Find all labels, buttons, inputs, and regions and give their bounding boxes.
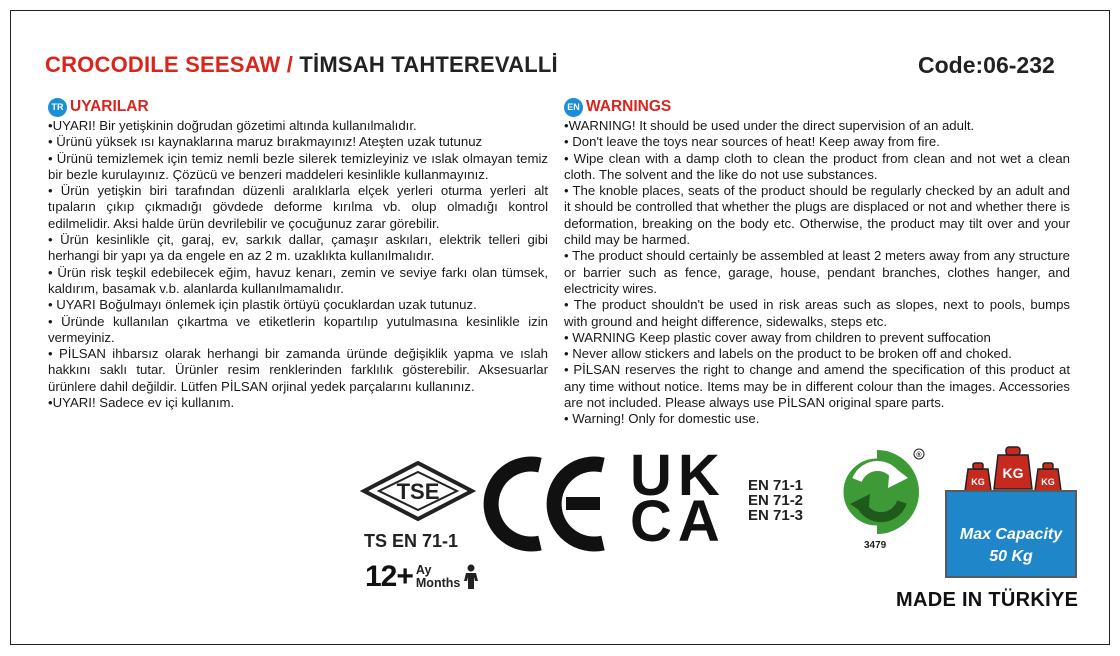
warning-tr-item: • Ürün risk teşkil edebilecek eğim, havuz kenarı, zemin ve seviye farkı olan tümsek, kaldırım, basamak v.b. alanlarda kullanılmamalıdır. <box>48 264 548 296</box>
child-icon <box>463 564 479 590</box>
ukca-mark-bottom: CA <box>630 489 726 554</box>
warnings-tr-title: UYARILAR <box>70 97 149 115</box>
max-capacity-badge <box>945 490 1077 578</box>
warning-tr-item: •UYARI! Bir yetişkinin doğrudan gözetimi altında kullanılmalıdır. <box>48 118 417 133</box>
warning-en-item: • Wipe clean with a damp cloth to clean the product from clean and not wet a clean cloth. The solvent and the like do not use substances. <box>564 150 1070 182</box>
warning-tr-item: • Üründe kullanılan çıkartma ve etiketlerin kopartılıp yutulmasına kesinlikle izin vermeyiniz. <box>48 313 548 345</box>
title-english: CROCODILE SEESAW / <box>45 52 294 77</box>
warning-en-item: • The product should certainly be assembled at least 2 meters away from any structure or barrier such as fence, garage, house, pendant branches, clothes hanger, and electricity wires. <box>564 248 1070 296</box>
en-standard: EN 71-2 <box>748 492 804 509</box>
en-language-badge: EN <box>564 98 583 117</box>
capacity-value: 50 Kg <box>989 548 1033 565</box>
warning-tr-item: • Ürün yetişkin biri tarafından düzenli aralıklarla elçek yerleri oturma yerleri alt tıpaların çıkıp çıkmadığı gövdede deforme kırılma vb. olup olmadığı kontrol edilmelidir. Aksi halde ürün devrilebilir ve çocuğunuz zarar görebilir. <box>48 183 548 231</box>
warning-tr-item: • Ürün kesinlikle çit, garaj, ev, sarkık dallar, çamaşır askıları, elektrik telleri gibi herhangi bir yapı ya da engele en az 2 m. uzaklıkta kullanılmalıdır. <box>48 232 548 264</box>
warnings-en-title: WARNINGS <box>586 97 672 115</box>
weight-label-small: KG <box>971 477 985 487</box>
warning-en-item: • Warning! Only for domestic use. <box>564 411 760 427</box>
age-warning <box>365 560 479 594</box>
tse-logo-text: TSE <box>396 479 440 504</box>
ukca-mark <box>630 443 726 554</box>
green-dot-recycling-icon <box>832 440 930 540</box>
warnings-en-heading <box>564 96 1070 118</box>
weight-label-small: KG <box>1041 477 1055 487</box>
en-standards <box>748 478 803 523</box>
warning-en-item: •WARNING! It should be used under the direct supervision of an adult. <box>564 118 975 133</box>
warning-en-item: • PİLSAN reserves the right to change and amend the specification of this product at any time without notice. Items may be in different colour than the images. Accessories are not included. Please always use PİLSAN original spare parts. <box>564 362 1070 411</box>
en-standard: EN 71-1 <box>748 477 804 494</box>
made-in-label: MADE IN TÜRKİYE <box>896 589 1079 611</box>
age-unit-tr: Ay <box>415 563 432 577</box>
en-standard: EN 71-3 <box>748 507 804 524</box>
warning-en-item: • The knoble places, seats of the product should be regularly checked by an adult and it should be controlled that whether the plugs are displaced or not and whether there is deformation, breaking on the body etc. Otherwise, the product may tilt over and your child may be harmed. <box>564 183 1070 248</box>
age-value: 12+ <box>365 560 413 593</box>
age-units <box>416 564 460 590</box>
age-unit-en: Months <box>415 576 461 590</box>
weights-icon <box>962 445 1066 493</box>
warning-en-item: • The product shouldn't be used in risk areas such as slopes, next to pools, bumps with ground and height difference, sidewalks, steps etc. <box>564 297 1070 329</box>
product-title <box>45 52 558 78</box>
warning-tr-item: • UYARI Boğulmayı önlemek için plastik örtüyü çocuklardan uzak tutunuz. <box>48 297 477 313</box>
tse-standard-label: TS EN 71-1 <box>364 531 459 551</box>
warning-en-item: • WARNING Keep plastic cover away from children to prevent suffocation <box>564 329 991 345</box>
warning-tr-item: •UYARI! Sadece ev içi kullanım. <box>48 395 235 411</box>
tr-language-badge: TR <box>48 98 67 117</box>
recycling-number: 3479 <box>864 540 887 551</box>
warning-tr-item: • Ürünü temizlemek için temiz nemli bezle silerek temizleyiniz ve ıslak olmayan temiz bir bezle kurulayınız. Çözücü ve benzeri maddeleri kesinlikle kullanmayınız. <box>48 150 548 182</box>
warning-en-item: • Don't leave the toys near sources of heat! Keep away from fire. <box>564 134 940 150</box>
weight-label-big: KG <box>1002 465 1024 481</box>
tse-logo-icon <box>360 460 476 522</box>
warning-tr-item: • Ürünü yüksek ısı kaynaklarına maruz bırakmayınız! Ateşten uzak tutunuz <box>48 134 483 150</box>
product-code: Code:06-232 <box>918 52 1055 78</box>
registered-mark: ® <box>916 452 922 459</box>
ukca-mark-top: UK <box>630 443 726 508</box>
warnings-en-section <box>564 96 1070 428</box>
title-turkish: TİMSAH TAHTEREVALLİ <box>299 52 558 77</box>
warnings-tr-heading <box>48 96 548 118</box>
warning-en-item: • Never allow stickers and labels on the product to be broken off and choked. <box>564 346 1012 362</box>
warning-tr-item: • PİLSAN ihbarsız olarak herhangi bir zamanda üründe değişiklik yapma ve ıslah hakkını saklı tutar. Ürünler resim renklerinden farklılık gösterebilir. Aksesuarlar ürünlere dahil değildir. Lütfen PİLSAN orjinal yedek parçalarını kullanınız. <box>48 346 548 394</box>
warnings-tr-section <box>48 96 548 411</box>
capacity-label: Max Capacity <box>959 526 1063 543</box>
ce-mark-icon <box>482 455 612 553</box>
